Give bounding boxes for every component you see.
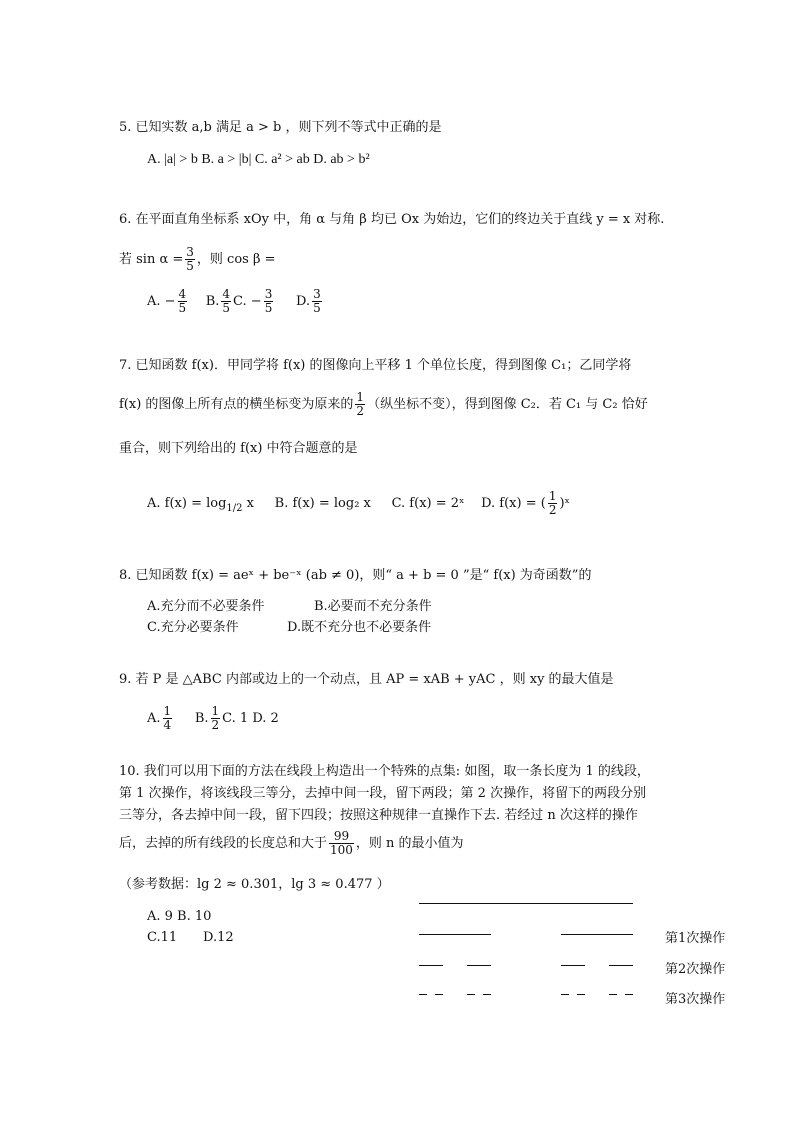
q9-options [147, 705, 279, 732]
q8-opt-b: B.必要而不充分条件 [314, 599, 432, 614]
q8-opt-c: C.充分必要条件 [147, 620, 239, 635]
segment-op3-4 [483, 994, 491, 995]
frac-num: 3 [264, 287, 273, 301]
q6-line2-frac [185, 246, 195, 273]
frac-num: 1 [163, 704, 172, 718]
q7-line1: 7. 已知函数 f(x)．甲同学将 f(x) 的图像向上平移 1 个单位长度，得到图像 C₁；乙同学将 [119, 358, 632, 373]
segment-op1-left [419, 934, 491, 935]
frac-num: 1 [548, 489, 557, 503]
q8-opt-a: A.充分而不必要条件 [147, 599, 265, 614]
q10-line3: 三等分，各去掉中间一段，留下四段；按照这种规律一直操作下去. 若经过 n 次这样的操作 [119, 808, 638, 823]
q7-opt-d-post: )ˣ [559, 496, 571, 512]
segment-op2-1 [419, 965, 443, 966]
q9-stem: 9. 若 P 是 △ABC 内部或边上的一个动点，且 AP = xAB + yAC ，则 xy 的最大值是 [119, 672, 614, 687]
q6-line2-pre: 若 sin α = [119, 252, 184, 268]
q8-opt-d: D.既不充分也不必要条件 [287, 620, 432, 635]
frac-num: 4 [178, 287, 187, 301]
q6-opt-a-frac [178, 288, 188, 315]
frac-num: 1 [211, 704, 220, 718]
frac-den: 5 [222, 301, 231, 316]
segment-op1-right [561, 934, 633, 935]
q7-opt-b: B. f(x) = log₂ x [274, 496, 371, 512]
q6-opt-b: B. [205, 294, 220, 310]
q7-line3: 重合，则下列给出的 f(x) 中符合题意的是 [119, 441, 358, 456]
q7-line2-pre: f(x) 的图像上所有点的横坐标变为原来的 [119, 397, 354, 413]
frac-den: 2 [211, 718, 220, 733]
frac-den: 5 [264, 301, 273, 316]
frac-den: 2 [548, 503, 557, 518]
q6-opt-d: D. [296, 294, 311, 310]
q10-line2: 第 1 次操作，将该线段三等分，去掉中间一段，留下两段；第 2 次操作，将留下的两段分别 [119, 786, 647, 801]
q6-line2-post: ，则 cos β = [196, 252, 276, 268]
segment-op3-1 [419, 994, 427, 995]
q7-opt-c: C. f(x) = 2ˣ [391, 496, 465, 512]
q6-opt-d-frac [312, 288, 322, 315]
frac-num: 1 [356, 390, 365, 404]
frac-num: 3 [313, 287, 321, 301]
q7-opt-a-post: x [242, 496, 254, 512]
frac-num: 4 [222, 287, 231, 301]
q10-line4 [119, 830, 464, 857]
frac-den: 100 [330, 843, 353, 858]
q7-opt-d-frac [548, 490, 558, 517]
q10-line4-post: ，则 n 的最小值为 [355, 836, 464, 852]
q7-options [147, 490, 570, 517]
q7-line2-post: （纵坐标不变），得到图像 C₂．若 C₁ 与 C₂ 恰好 [367, 397, 648, 413]
q9-opt-a: A. [147, 711, 161, 727]
q6-line1: 6. 在平面直角坐标系 xOy 中，角 α 与角 β 均已 Ox 为始边，它们的终边关于直线 y = x 对称. [119, 212, 665, 227]
segment-op2-2 [467, 965, 491, 966]
segment-op3-6 [577, 994, 585, 995]
q5-stem: 5. 已知实数 a,b 满足 a > b ，则下列不等式中正确的是 [119, 120, 442, 135]
frac-num: 99 [329, 830, 354, 844]
q9-opt-b-frac [211, 705, 221, 732]
q6-opt-c-frac [264, 288, 274, 315]
frac-den: 4 [163, 718, 172, 733]
segment-original [419, 903, 633, 904]
q7-line2-frac [355, 391, 365, 418]
q6-opt-c: C. − [233, 294, 262, 310]
q7-line2 [119, 391, 648, 418]
segment-op3-5 [561, 994, 569, 995]
q10-line1: 10. 我们可以用下面的方法在线段上构造出一个特殊的点集: 如图，取一条长度为 1 的线段， [119, 764, 650, 779]
q10-reference-data: （参考数据：lg 2 ≈ 0.301，lg 3 ≈ 0.477 ） [119, 877, 390, 892]
segment-op3-3 [467, 994, 475, 995]
q6-opt-b-frac [221, 288, 231, 315]
q9-opt-rest: C. 1 D. 2 [222, 711, 279, 727]
frac-num: 3 [186, 245, 194, 259]
q7-opt-a: A. f(x) = log [147, 496, 227, 512]
q10-opt-d: D.12 [203, 930, 234, 945]
q6-options [147, 288, 324, 315]
segment-op3-7 [609, 994, 617, 995]
segment-op3-8 [625, 994, 633, 995]
op3-label: 第3次操作 [665, 992, 726, 1007]
q10-line4-frac [329, 830, 354, 857]
frac-den: 5 [178, 301, 187, 316]
q7-opt-a-sub: 1/2 [226, 502, 243, 514]
frac-den: 2 [356, 404, 365, 419]
segment-op3-2 [435, 994, 443, 995]
q9-opt-a-frac [163, 705, 173, 732]
frac-den: 5 [186, 259, 194, 274]
q7-opt-d-pre: D. f(x) = ( [481, 496, 546, 512]
q9-opt-b: B. [194, 711, 209, 727]
q6-line2 [119, 246, 276, 273]
q6-opt-a: A. − [147, 294, 176, 310]
q8-stem: 8. 已知函数 f(x) = aeˣ + be⁻ˣ (ab ≠ 0)，则“ a + b = 0 ”是“ f(x) 为奇函数”的 [119, 568, 592, 583]
q10-opt-c: C.11 [147, 930, 178, 945]
frac-den: 5 [313, 301, 321, 316]
segment-op2-4 [609, 965, 633, 966]
q5-options: A. |a| > b B. a > |b| C. a² > ab D. ab > b² [147, 152, 370, 167]
op2-label: 第2次操作 [665, 962, 726, 977]
q10-line4-pre: 后，去掉的所有线段的长度总和大于 [119, 836, 328, 852]
op1-label: 第1次操作 [665, 931, 726, 946]
q10-opt-ab: A. 9 B. 10 [147, 909, 212, 924]
segment-op2-3 [561, 965, 585, 966]
